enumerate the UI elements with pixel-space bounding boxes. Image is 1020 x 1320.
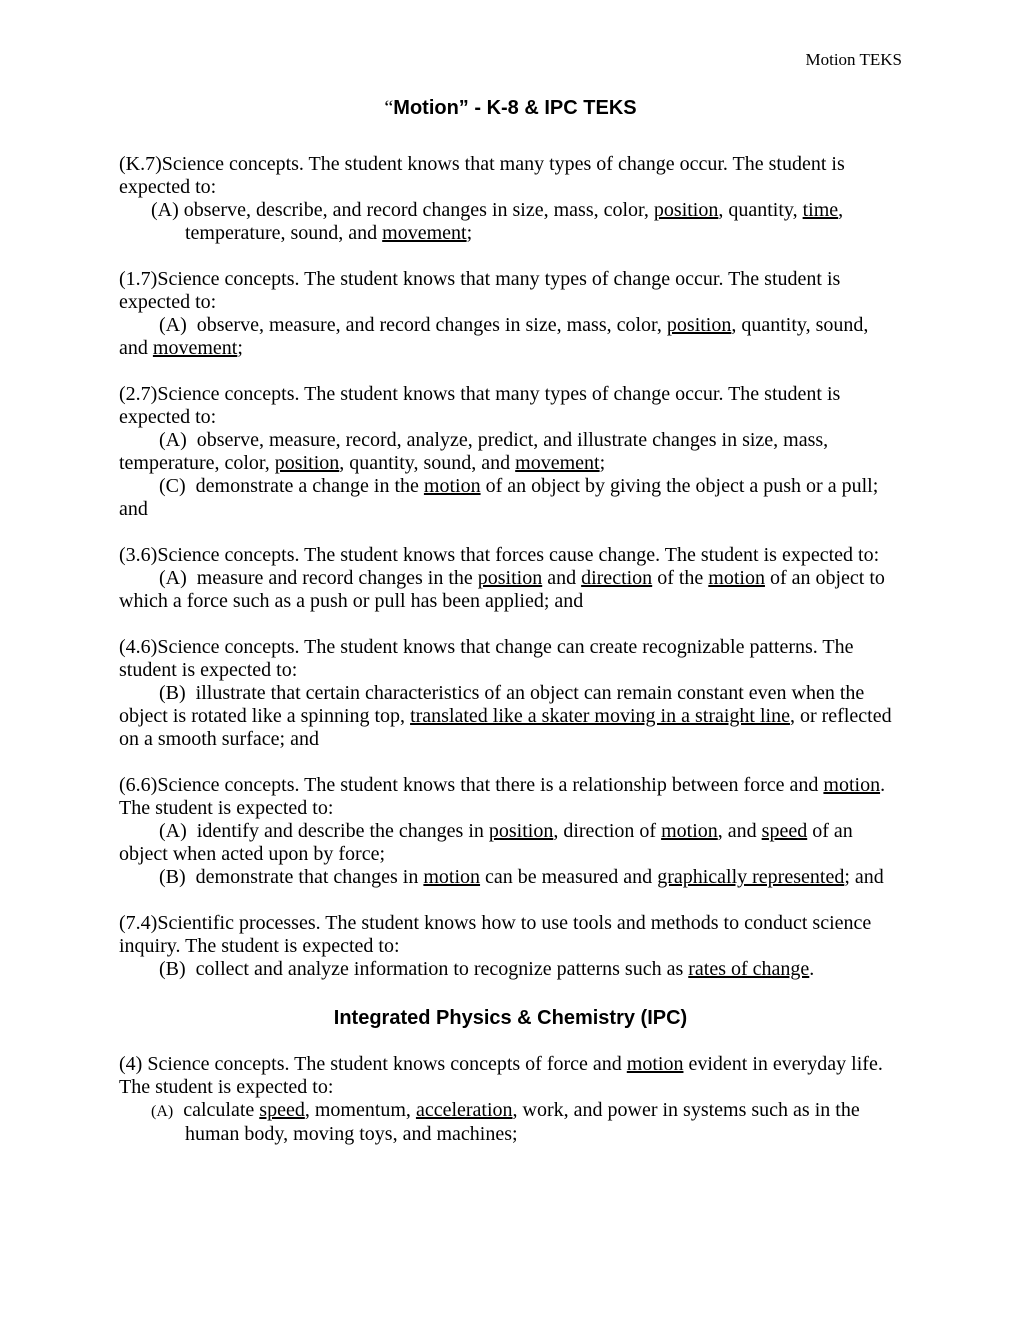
paragraph-ipc4-item-a	[119, 1099, 902, 1146]
text-run: (4) Science concepts. The student knows concepts of force and	[119, 1053, 627, 1075]
paragraph-74-intro	[119, 912, 902, 958]
underlined-term: position	[666, 314, 732, 336]
paragraph-36-intro	[119, 544, 902, 567]
underlined-term: motion	[708, 567, 765, 589]
underlined-term: motion	[423, 475, 481, 497]
underlined-term: graphically represented	[657, 866, 845, 888]
text-run: Integrated Physics & Chemistry (IPC)	[333, 1007, 688, 1029]
paragraph-k7-item-a	[119, 199, 902, 245]
text-run: , work, and power in systems such as in the human body, moving toys, and machines;	[185, 1099, 865, 1145]
document-title	[119, 96, 902, 120]
text-run: (3.6)Science concepts. The student knows that forces cause change. The student is expected to:	[119, 544, 880, 566]
underlined-term: rates of change	[688, 958, 810, 980]
underlined-term: movement	[382, 222, 467, 244]
paragraph-17-intro	[119, 268, 902, 314]
text-run: (4.6)Science concepts. The student knows that change can create recognizable patterns. The student is expected to:	[119, 636, 859, 681]
underlined-term: position	[488, 820, 554, 842]
paragraph-27-item-c	[119, 475, 902, 521]
underlined-term: direction	[581, 567, 653, 589]
text-run: (A) identify and describe the changes in	[159, 820, 489, 842]
paragraph-74-item-b	[119, 958, 902, 981]
heading-ipc	[119, 1006, 902, 1030]
text-run: ;	[599, 452, 606, 474]
text-run: ; and	[844, 866, 884, 888]
paragraph-46-item-b	[119, 682, 902, 751]
text-run: ;	[466, 222, 473, 244]
text-run: .	[809, 958, 815, 980]
text-run: (A)	[151, 1103, 174, 1120]
text-run: can be measured and	[480, 866, 658, 888]
text-run: of an object by giving the object a push or a pull; and	[119, 475, 884, 520]
text-run: (C) demonstrate a change in the	[159, 475, 424, 497]
text-run: , or reflected on a smooth surface; and	[119, 705, 897, 750]
text-run: (A) observe, measure, and record changes in size, mass, color,	[159, 314, 667, 336]
paragraph-66-item-a	[119, 820, 902, 866]
text-run: (A) observe, measure, record, analyze, predict, and illustrate changes in size, mass, temperature, color,	[119, 429, 834, 474]
text-run: (1.7)Science concepts. The student knows that many types of change occur. The student is expected to:	[119, 268, 846, 313]
underlined-term: motion	[661, 820, 718, 842]
text-run: of an object to which a force such as a push or pull has been applied; and	[119, 567, 890, 612]
underlined-term: motion	[626, 1053, 684, 1075]
text-run: , quantity, sound, and	[339, 452, 516, 474]
paragraph-36-item-a	[119, 567, 902, 613]
text-run: and	[542, 567, 582, 589]
text-run: , momentum,	[304, 1099, 416, 1121]
text-run: , direction of	[553, 820, 662, 842]
underlined-term: speed	[761, 820, 808, 842]
text-run: of an object when acted upon by force;	[119, 820, 858, 865]
text-run: evident in everyday life. The student is expected to:	[119, 1053, 888, 1098]
underlined-term: position	[477, 567, 543, 589]
paragraph-46-intro	[119, 636, 902, 682]
underlined-term: speed	[259, 1099, 305, 1121]
document-content	[119, 50, 902, 1146]
text-run: , quantity, sound, and	[119, 314, 874, 359]
text-run: (7.4)Scientific processes. The student knows how to use tools and methods to conduct science inquiry. The student is expected to:	[119, 912, 877, 957]
paragraph-66-intro	[119, 774, 902, 820]
text-run: (B) demonstrate that changes in	[159, 866, 424, 888]
underlined-term: time	[802, 199, 839, 221]
text-run: , and	[717, 820, 762, 842]
text-run: (K.7)Science concepts. The student knows that many types of change occur. The student is expected to:	[119, 153, 850, 198]
paragraph-27-item-a	[119, 429, 902, 475]
title-text: Motion” - K-8 & IPC TEKS	[393, 97, 637, 119]
text-run: , temperature, sound, and	[185, 199, 849, 244]
text-run: (2.7)Science concepts. The student knows that many types of change occur. The student is expected to:	[119, 383, 846, 428]
text-run: (6.6)Science concepts. The student knows that there is a relationship between force and	[119, 774, 824, 796]
underlined-term: movement	[152, 337, 238, 359]
text-run: (B) collect and analyze information to recognize patterns such as	[159, 958, 689, 980]
document-body	[119, 153, 902, 1146]
text-run: , quantity,	[718, 199, 803, 221]
text-run: (A) observe, describe, and record changes in size, mass, color,	[151, 199, 654, 221]
paragraph-k7-intro	[119, 153, 902, 199]
paragraph-17-item-a	[119, 314, 902, 360]
text-run: . The student is expected to:	[119, 774, 890, 819]
text-run: of the	[652, 567, 709, 589]
underlined-term: translated like a skater moving in a straight line	[410, 705, 790, 727]
paragraph-66-item-b	[119, 866, 902, 889]
paragraph-ipc4-intro	[119, 1053, 902, 1099]
text-run: calculate	[173, 1099, 260, 1121]
underlined-term: movement	[515, 452, 600, 474]
text-run: (B) illustrate that certain characteristics of an object can remain constant even when the object is rotated like a spinning top,	[119, 682, 870, 727]
text-run: ;	[237, 337, 243, 359]
title-lead-quote: “	[384, 97, 394, 119]
text-run: (A) measure and record changes in the	[159, 567, 478, 589]
paragraph-27-intro	[119, 383, 902, 429]
underlined-term: position	[274, 452, 340, 474]
underlined-term: acceleration	[415, 1099, 513, 1121]
running-head: Motion TEKS	[805, 50, 902, 69]
underlined-term: motion	[423, 866, 481, 888]
underlined-term: position	[653, 199, 719, 221]
underlined-term: motion	[823, 774, 881, 796]
